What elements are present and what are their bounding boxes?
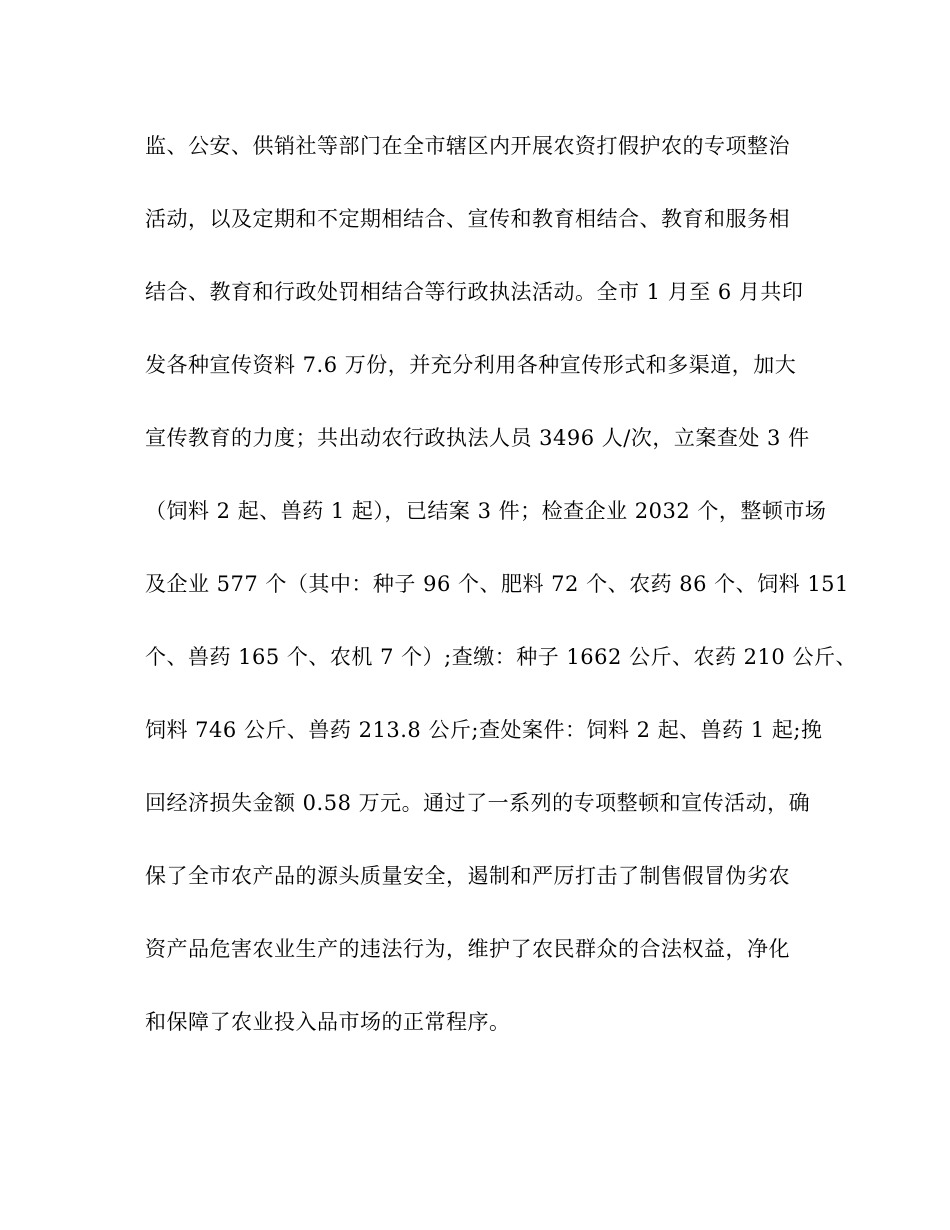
paragraph-line-7: 及企业 577 个（其中：种子 96 个、肥料 72 个、农药 86 个、饲料 151: [145, 572, 849, 596]
paragraph-line-13: 和保障了农业投入品市场的正常程序。: [145, 1010, 511, 1034]
paragraph-line-9: 饲料 746 公斤、兽药 213.8 公斤;查处案件：饲料 2 起、兽药 1 起;挽: [145, 718, 823, 742]
paragraph-line-3: 结合、教育和行政处罚相结合等行政执法活动。全市 1 月至 6 月共印: [145, 280, 804, 304]
paragraph-line-6: （饲料 2 起、兽药 1 起），已结案 3 件；检查企业 2032 个，整顿市场: [145, 499, 827, 523]
paragraph-line-5: 宣传教育的力度；共出动农行政执法人员 3496 人/次，立案查处 3 件: [145, 426, 810, 450]
paragraph-line-10: 回经济损失金额 0.58 万元。通过了一系列的专项整顿和宣传活动，确: [145, 791, 811, 815]
paragraph-line-4: 发各种宣传资料 7.6 万份，并充分利用各种宣传形式和多渠道，加大: [145, 353, 797, 377]
paragraph-line-8: 个、兽药 165 个、农机 7 个）;查缴：种子 1662 公斤、农药 210 公斤、: [145, 645, 857, 669]
paragraph-line-12: 资产品危害农业生产的违法行为，维护了农民群众的合法权益，净化: [145, 937, 790, 961]
paragraph-line-2: 活动，以及定期和不定期相结合、宣传和教育相结合、教育和服务相: [145, 207, 790, 231]
body-paragraph: [145, 110, 857, 1059]
paragraph-line-1: 监、公安、供销社等部门在全市辖区内开展农资打假护农的专项整治: [145, 134, 790, 158]
paragraph-line-11: 保了全市农产品的源头质量安全，遏制和严厉打击了制售假冒伪劣农: [145, 864, 790, 888]
